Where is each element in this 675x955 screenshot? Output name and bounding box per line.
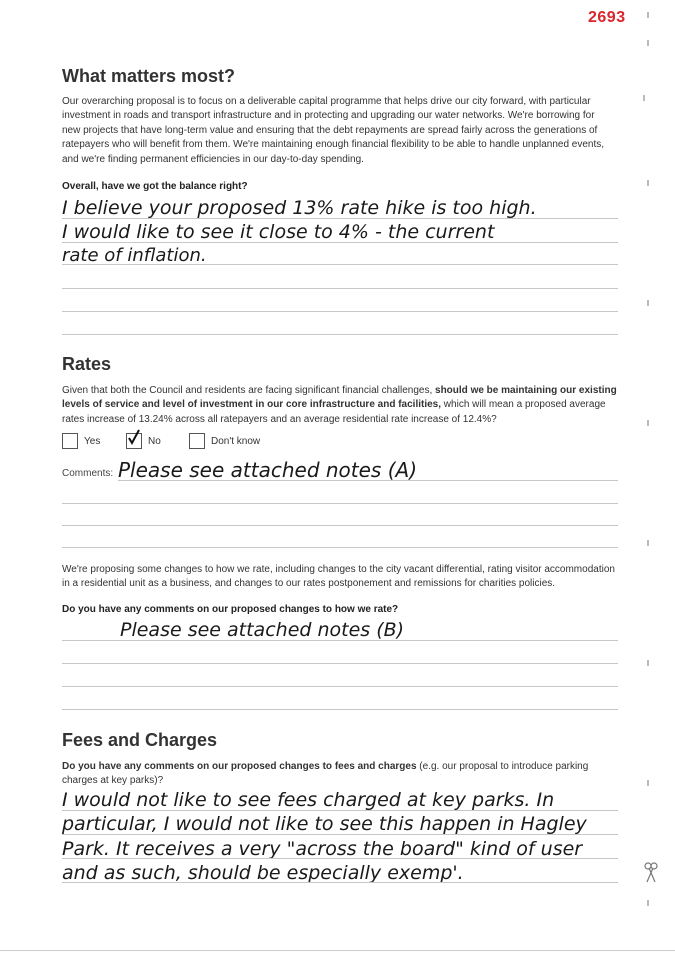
option-dont-know[interactable]: Don't know bbox=[189, 433, 260, 449]
balance-question: Overall, have we got the balance right? bbox=[62, 181, 248, 192]
answer-rule[interactable] bbox=[62, 709, 618, 710]
comments-label: Comments: bbox=[62, 468, 114, 479]
answer-rule[interactable] bbox=[62, 334, 618, 335]
answer-rule[interactable] bbox=[62, 810, 618, 811]
page-bottom-edge bbox=[0, 950, 675, 951]
fees-answer-line-2: particular, I would not like to see this happen in Hagley bbox=[62, 813, 587, 835]
scissors-icon bbox=[644, 862, 658, 884]
answer-rule[interactable] bbox=[62, 858, 618, 859]
heading-rates: Rates bbox=[62, 354, 112, 374]
margin-perforation bbox=[640, 0, 650, 955]
answer-rule[interactable] bbox=[62, 640, 618, 641]
answer-rule[interactable] bbox=[62, 663, 618, 664]
answer-rule[interactable] bbox=[118, 480, 618, 481]
dont-know-checkbox[interactable] bbox=[189, 433, 205, 449]
balance-answer-line-1: I believe your proposed 13% rate hike is too high. bbox=[62, 197, 537, 219]
answer-rule[interactable] bbox=[62, 547, 618, 548]
comments-answer: Please see attached notes (A) bbox=[118, 458, 417, 482]
answer-rule[interactable] bbox=[62, 218, 618, 219]
rates-question: Given that both the Council and residents are facing significant financial challenges, should we be maintaining our existing levels of service and level of investment in our core infrastructure and facilities, which will mean a proposed average rates increase of 13.24% across all ratepayers and an average residential rate increase of 12.4%? bbox=[62, 385, 617, 425]
answer-rule[interactable] bbox=[62, 503, 618, 504]
fees-answer-line-4: and as such, should be especially exemp'. bbox=[62, 862, 464, 884]
balance-answer-line-2: I would like to see it close to 4% - the current bbox=[62, 221, 495, 243]
rating-question: Do you have any comments on our proposed changes to how we rate? bbox=[62, 604, 399, 615]
yes-checkbox[interactable] bbox=[62, 433, 78, 449]
heading-what-matters: What matters most? bbox=[62, 66, 236, 86]
balance-answer-line-3: rate of inflation. bbox=[62, 245, 207, 266]
checkmark-icon bbox=[128, 429, 140, 446]
answer-rule[interactable] bbox=[62, 525, 618, 526]
intro-paragraph: Our overarching proposal is to focus on a deliverable capital programme that helps drive our city forward, with particular investment in roads and transport infrastructure and in protecting and upgrading our water networks. We're borrowing for new projects that have long-term value and ensuring that the debt repayments are spread fairly across the generations of ratepayers who will benefit from them. We're maintaining enough financial flexibility to be able to handle unplanned events, and we're finding permanent efficiencies in our day-to-day spending. bbox=[62, 96, 605, 165]
answer-rule[interactable] bbox=[62, 834, 618, 835]
fees-question: Do you have any comments on our proposed changes to fees and charges (e.g. our proposal to introduce parking charges at key parks)? bbox=[62, 761, 589, 787]
answer-rule[interactable] bbox=[62, 242, 618, 243]
answer-rule[interactable] bbox=[62, 264, 618, 265]
rating-changes-paragraph: We're proposing some changes to how we rate, including changes to the city vacant differential, rating visitor accommodation in a residential unit as a business, and changes to our rates postponement and remissions for charities policies. bbox=[62, 564, 615, 590]
no-checkbox[interactable] bbox=[126, 433, 142, 449]
option-yes[interactable]: Yes bbox=[62, 433, 100, 449]
fees-answer-line-1: I would not like to see fees charged at key parks. In bbox=[62, 789, 555, 811]
heading-fees-charges: Fees and Charges bbox=[62, 730, 218, 750]
answer-rule[interactable] bbox=[62, 686, 618, 687]
answer-rule[interactable] bbox=[62, 288, 618, 289]
rating-answer: Please see attached notes (B) bbox=[120, 619, 405, 641]
answer-rule[interactable] bbox=[62, 882, 618, 883]
fees-answer-line-3: Park. It receives a very "across the board" kind of user bbox=[62, 838, 583, 860]
page-number: 2693 bbox=[588, 9, 626, 26]
answer-rule[interactable] bbox=[62, 311, 618, 312]
option-no[interactable]: No bbox=[126, 433, 161, 449]
